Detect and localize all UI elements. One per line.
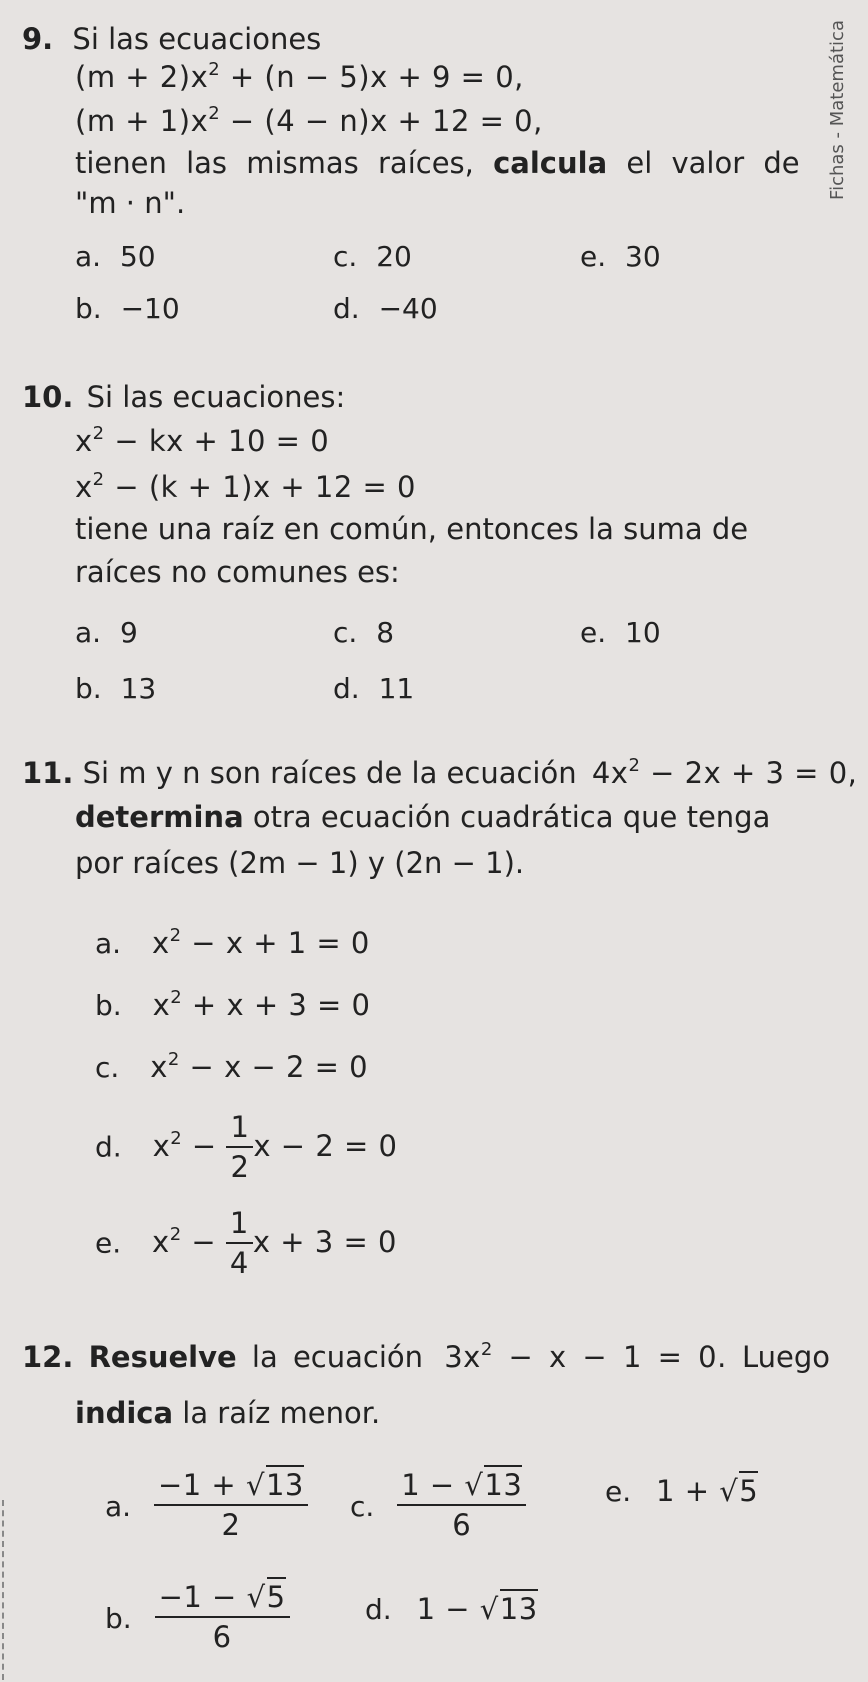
question-number: 9.: [22, 22, 54, 56]
option-e[interactable]: e. $x^2$ − $\frac{1}{4}$ x + 3 = 0: [95, 1206, 397, 1280]
option-c[interactable]: c. 8: [333, 616, 395, 649]
equation: $4x^2 - 2x + 3 = 0$,: [591, 755, 858, 790]
option-a[interactable]: a. 9: [75, 616, 138, 649]
equation-2: $x^2 - (k + 1)x + 12 = 0$: [75, 469, 416, 504]
option-b[interactable]: b. −10: [75, 292, 180, 325]
side-label: Fichas - Matemática: [827, 20, 848, 200]
question-text: "m · n".: [75, 186, 186, 220]
option-c[interactable]: c. 20: [333, 240, 412, 273]
question-intro: Si las ecuaciones:: [86, 380, 346, 414]
question-text: Si m y n son raíces de la ecuación: [82, 756, 577, 790]
option-e[interactable]: e. 30: [580, 240, 661, 273]
option-d[interactable]: d. 1 − √13: [365, 1592, 538, 1626]
option-b[interactable]: b. $x^2 + x + 3 = 0$: [95, 987, 371, 1022]
equation-1: $(m + 2)x^2 + (n - 5)x + 9 = 0$,: [75, 59, 524, 94]
worksheet-page: Fichas - Matemática 9. Si las ecuaciones $(m + 2)x^2 + (n - 5)x + 9 = 0$, $(m + 1)x^2 - (4 - n)x + 12 = 0$, tienen las mismas raíces, calcula el valor de "m · n". a. 50 c. 20 e. 30 b. −10 d. −40 10. Si las ecuaciones: $x^2$ − kx + 10 = 0 $x^2 - (k + 1)x + 12 = 0$ tiene una raíz en común, entonces la suma de raíces no comunes es: a. 9 c. 8 e. 10 b. 13 d. 11 11. Si m y n son raíces de la ecuación $4x^2 - 2x + 3 = 0$, determina otra ecuación cuadrática que tenga por raíces (2m − 1) y (2n − 1). a. $x^2 - x + 1 = 0$ b. $x^2 + x + 3 = 0$ c. $x^2 - x - 2 = 0$ d. $x^2$ − $\frac{1}{2}$ x − 2 = 0 e. $x^2$ − $\frac{1}{4}$ x + 3 = 0 12. Resuelve la ecuación $3x^2 - x - 1 = 0$. Luego indica la raíz menor. a. $\frac{-1 + √13}{2}$ c. $\frac{1 - √13}{6}$ e. 1 + √5 b. $\frac{-1 - √5}{6}$ d. 1 − √13: [0, 0, 868, 1682]
option-e[interactable]: e. 10: [580, 616, 661, 649]
question-text: tiene una raíz en común, entonces la suma de: [75, 512, 749, 546]
equation-1: $x^2$ − kx + 10 = 0: [75, 423, 330, 458]
option-c[interactable]: c. $x^2 - x - 2 = 0$: [95, 1049, 369, 1084]
option-d[interactable]: d. 11: [333, 672, 415, 705]
option-a[interactable]: a. $x^2 - x + 1 = 0$: [95, 925, 370, 960]
option-c[interactable]: c. $\frac{1 - √13}{6}$: [350, 1470, 526, 1543]
option-b[interactable]: b. $\frac{-1 - √5}{6}$: [105, 1582, 290, 1655]
option-a[interactable]: a. $\frac{-1 + √13}{2}$: [105, 1470, 308, 1543]
question-text: tienen las mismas raíces, calcula el valor de: [75, 146, 800, 180]
option-d[interactable]: d. −40: [333, 292, 438, 325]
question-text: determina otra ecuación cuadrática que tenga: [75, 800, 771, 834]
cut-line: [2, 1500, 4, 1680]
question-number: 11.: [22, 756, 74, 790]
option-a[interactable]: a. 50: [75, 240, 156, 273]
option-e[interactable]: e. 1 + √5: [605, 1474, 758, 1508]
question-number: 10.: [22, 380, 74, 414]
option-b[interactable]: b. 13: [75, 672, 157, 705]
equation-2: $(m + 1)x^2 - (4 - n)x + 12 = 0$,: [75, 103, 543, 138]
question-text: raíces no comunes es:: [75, 555, 400, 589]
equation: $3x^2 - x - 1 = 0$.: [444, 1339, 727, 1374]
question-text: indica la raíz menor.: [75, 1396, 381, 1430]
option-d[interactable]: d. $x^2$ − $\frac{1}{2}$ x − 2 = 0: [95, 1110, 398, 1184]
question-text: por raíces (2m − 1) y (2n − 1).: [75, 846, 525, 880]
question-number: 12.: [22, 1340, 74, 1374]
question-intro: Si las ecuaciones: [72, 22, 322, 56]
